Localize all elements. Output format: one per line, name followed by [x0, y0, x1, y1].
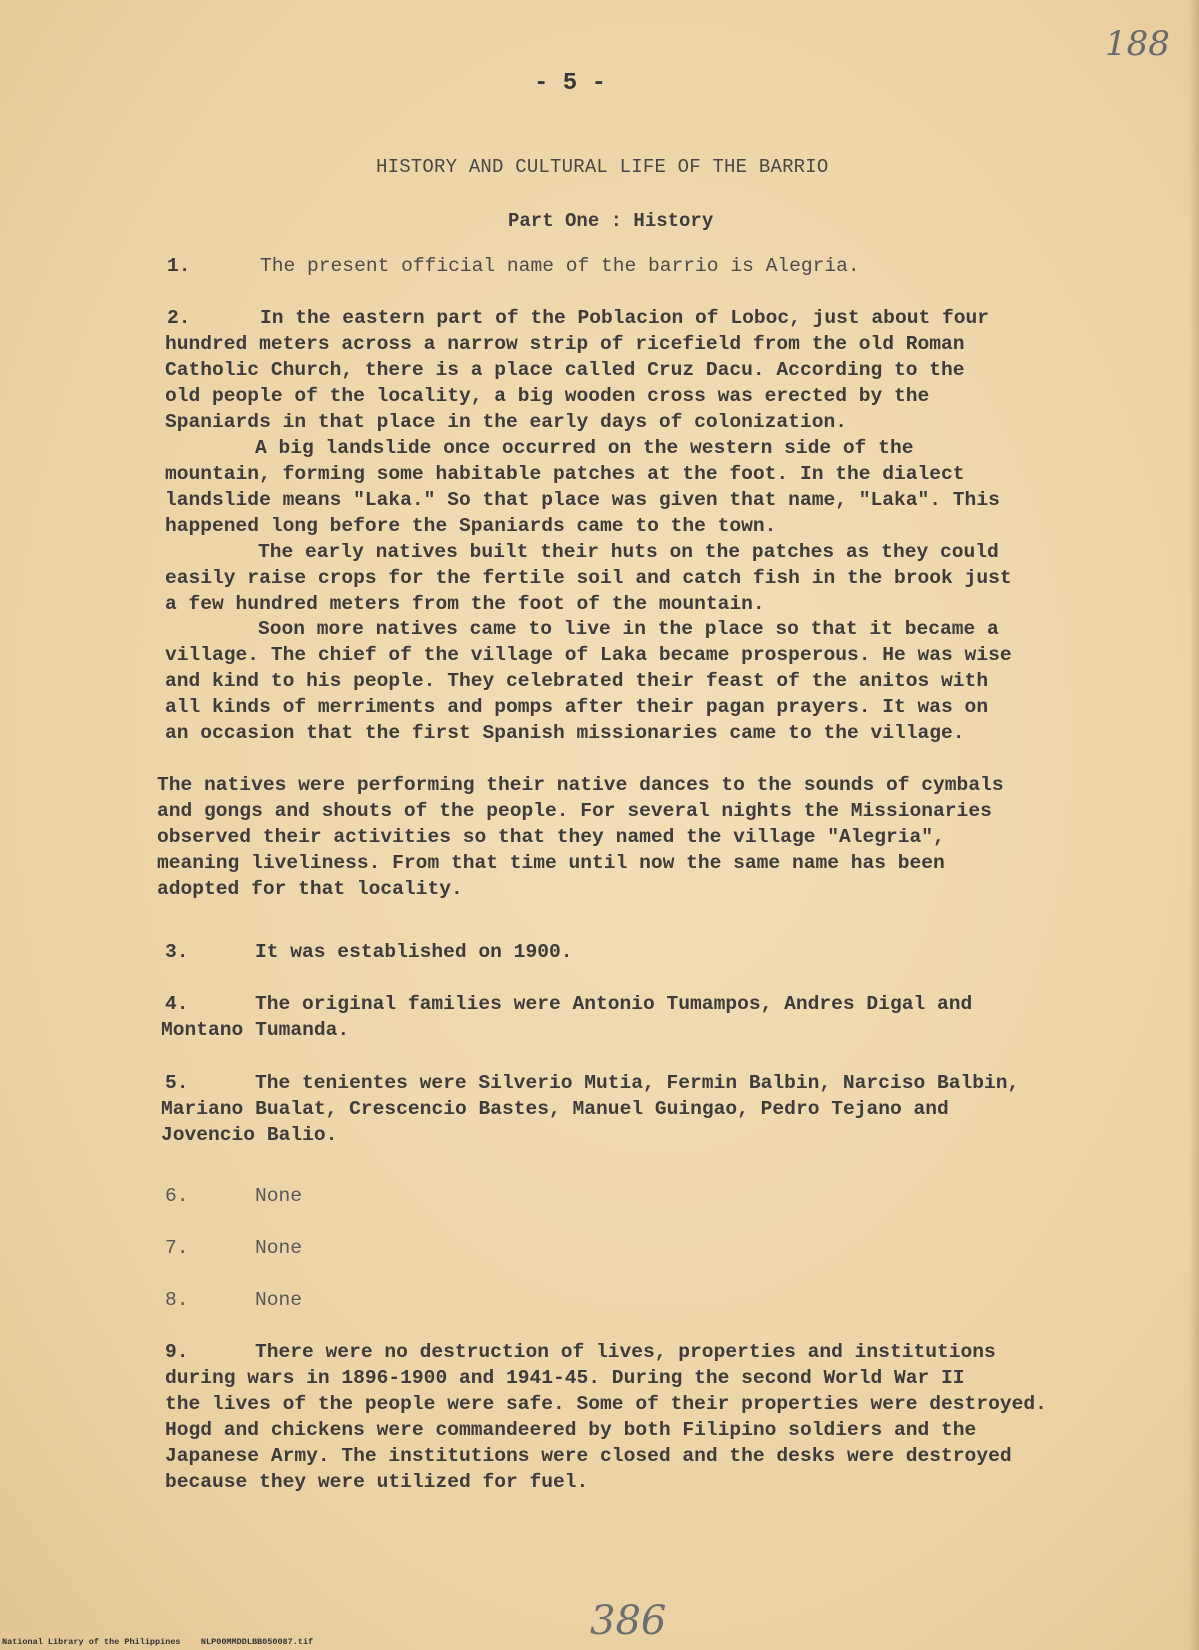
- handwritten-bottom-annotation: 386: [590, 1598, 667, 1644]
- text-line: happened long before the Spaniards came to the town.: [165, 515, 777, 537]
- text-line: None: [255, 1289, 303, 1311]
- document-title: HISTORY AND CULTURAL LIFE OF THE BARRIO: [376, 156, 829, 178]
- text-line: meaning liveliness. From that time until now the same name has been: [157, 852, 945, 874]
- text-line: Catholic Church, there is a place called Cruz Dacu. According to the: [165, 359, 965, 381]
- text-line: because they were utilized for fuel.: [165, 1471, 589, 1493]
- text-line: The present official name of the barrio is Alegria.: [260, 255, 860, 277]
- text-line: There were no destruction of lives, properties and institutions: [255, 1341, 996, 1363]
- page-number: - 5 -: [534, 70, 607, 97]
- text-line: Japanese Army. The institutions were closed and the desks were destroyed: [165, 1445, 1012, 1467]
- text-line: and kind to his people. They celebrated their feast of the anitos with: [165, 670, 989, 692]
- text-line: None: [255, 1185, 303, 1207]
- text-line: village. The chief of the village of Laka became prosperous. He was wise: [165, 644, 1012, 666]
- item-number: 5.: [165, 1072, 189, 1094]
- item-number: 6.: [165, 1185, 189, 1207]
- text-line: an occasion that the first Spanish missionaries came to the village.: [165, 722, 965, 744]
- text-line: hundred meters across a narrow strip of ricefield from the old Roman: [165, 333, 965, 355]
- library-footer-stamp: National Library of the Philippines NLP00MMDDLBB050087.tif: [2, 1637, 314, 1647]
- text-line: Mariano Bualat, Crescencio Bastes, Manuel Guingao, Pedro Tejano and: [161, 1098, 949, 1120]
- text-line: A big landslide once occurred on the western side of the: [255, 437, 914, 459]
- text-line: Jovencio Balio.: [161, 1124, 338, 1146]
- item-number: 2.: [167, 307, 191, 329]
- item-number: 8.: [165, 1289, 189, 1311]
- text-line: The tenientes were Silverio Mutia, Fermin Balbin, Narciso Balbin,: [255, 1072, 1020, 1094]
- text-line: Hogd and chickens were commandeered by both Filipino soldiers and the: [165, 1419, 977, 1441]
- text-line: adopted for that locality.: [157, 878, 463, 900]
- item-number: 1.: [167, 255, 191, 277]
- text-line: landslide means "Laka." So that place was given that name, "Laka". This: [165, 489, 1000, 511]
- text-line: and gongs and shouts of the people. For several nights the Missionaries: [157, 800, 992, 822]
- text-line: In the eastern part of the Poblacion of Loboc, just about four: [260, 307, 990, 329]
- item-number: 3.: [165, 941, 189, 963]
- text-line: None: [255, 1237, 303, 1259]
- text-line: mountain, forming some habitable patches at the foot. In the dialect: [165, 463, 965, 485]
- text-line: all kinds of merriments and pomps after their pagan prayers. It was on: [165, 696, 989, 718]
- text-line: Spaniards in that place in the early days of colonization.: [165, 411, 847, 433]
- text-line: The natives were performing their native dances to the sounds of cymbals: [157, 774, 1004, 796]
- text-line: It was established on 1900.: [255, 941, 573, 963]
- text-line: during wars in 1896-1900 and 1941-45. During the second World War II: [165, 1367, 965, 1389]
- text-line: old people of the locality, a big wooden cross was erected by the: [165, 385, 930, 407]
- text-line: the lives of the people were safe. Some of their properties were destroyed.: [165, 1393, 1047, 1415]
- item-number: 7.: [165, 1237, 189, 1259]
- page-edge-shadow: [1189, 0, 1199, 1650]
- item-number: 4.: [165, 993, 189, 1015]
- text-line: Montano Tumanda.: [161, 1019, 350, 1041]
- text-line: easily raise crops for the fertile soil and catch fish in the brook just: [165, 567, 1012, 589]
- text-line: a few hundred meters from the foot of the mountain.: [165, 593, 765, 615]
- text-line: The early natives built their huts on the patches as they could: [258, 541, 999, 563]
- item-number: 9.: [165, 1341, 189, 1363]
- section-subtitle: Part One : History: [508, 210, 714, 232]
- handwritten-page-annotation: 188: [1105, 24, 1170, 64]
- text-line: observed their activities so that they named the village "Alegria",: [157, 826, 945, 848]
- text-line: The original families were Antonio Tumampos, Andres Digal and: [255, 993, 973, 1015]
- text-line: Soon more natives came to live in the place so that it became a: [258, 618, 999, 640]
